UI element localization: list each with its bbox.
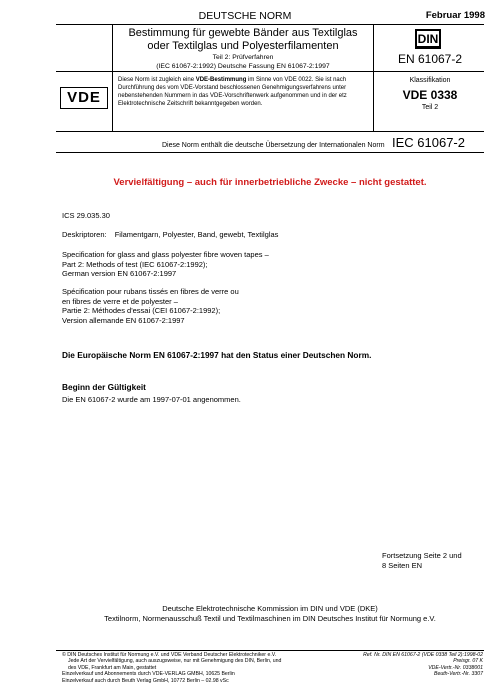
- committee-line: Deutsche Elektrotechnische Kommission im DIN und VDE (DKE): [162, 604, 378, 613]
- footer-left-line: des VDE, Frankfurt am Main, gestattet: [68, 664, 157, 671]
- footer-left-line: Einzelverkauf und Abonnements durch VDE-VERLAG GMBH, 10625 Berlin: [62, 671, 235, 678]
- title-line-2: oder Textilglas und Polyesterfilamenten: [147, 39, 339, 52]
- doc-type-header: DEUTSCHE NORM: [198, 10, 292, 22]
- footer-right-line: Preisgr. 07 K: [453, 658, 483, 665]
- iec-line-text: Diese Norm enthält die deutsche Übersetzung der Internationalen Norm: [161, 142, 385, 149]
- footer-left-line: © DIN Deutsches Institut für Normung e.V. und VDE Verband Deutscher Elektrotechniker e.V.: [62, 652, 277, 658]
- committee-line: Textilnorm, Normenausschuß Textil und Textilmaschinen im DIN Deutsches Institut für Normung e.V.: [104, 613, 436, 623]
- vde-logo: [60, 87, 108, 109]
- french-line: Partie 2: Méthodes d'essai (CEI 61067-2:1992);: [62, 306, 221, 316]
- gueltigkeit-heading: Beginn der Gültigkeit: [62, 382, 146, 392]
- vde-notice-bold: VDE-Bestimmung: [195, 77, 247, 83]
- footer-right-line: VDE-Vertr.-Nr. 0338001: [428, 664, 483, 671]
- footer-left-line: Einzelverkauf auch durch Beuth Verlag GmbH, 10772 Berlin – 02.98 vSc: [62, 677, 229, 684]
- din-logo: [415, 29, 441, 49]
- title-part: Teil 2: Prüfverfahren: [212, 54, 274, 61]
- footer-left: [62, 652, 281, 684]
- titlebox-rule: [56, 71, 484, 72]
- vde-notice-prefix: Diese Norm ist zugleich eine: [118, 77, 196, 83]
- deskriptoren-value: Filamentgarn, Polyester, Band, gewebt, Textilglas: [114, 230, 279, 239]
- gueltigkeit-text: Die EN 61067-2 wurde am 1997-07-01 angenommen.: [62, 395, 241, 404]
- continuation-line: 8 Seiten EN: [382, 560, 423, 570]
- title-reference: (IEC 61067-2:1992) Deutsche Fassung EN 61067-2:1997: [156, 63, 330, 70]
- header-rule: [56, 24, 484, 25]
- french-line: Spécification pour rubans tissés en fibres de verre ou: [62, 287, 239, 296]
- footer-right-line: Ref. Nr. DIN EN 61067-2 (VDE 0338 Teil 2):1998-02: [363, 652, 483, 658]
- iec-rule: [56, 152, 484, 153]
- footer-right: [303, 652, 483, 678]
- reproduction-warning: Vervielfältigung – auch für innerbetriebliche Zwecke – nicht gestattet.: [113, 177, 427, 188]
- vde-classification: [376, 76, 484, 113]
- klassifikation-label: Klassifikation: [409, 77, 451, 84]
- vde-notice: [118, 76, 370, 108]
- title-line-1: Bestimmung für gewebte Bänder aus Textilglas: [128, 27, 358, 39]
- footer-right-line: Beuth-Vertr.-Nr. 3307: [433, 671, 483, 678]
- din-logo-text: DIN: [417, 32, 439, 46]
- english-title: [62, 250, 269, 279]
- standard-title: [114, 27, 372, 71]
- footer-left-line: Jede Art der Vervielfältigung, auch auszugsweise, nur mit Genehmigung des DIN, Berlin, und: [68, 658, 282, 665]
- committee: [56, 604, 484, 623]
- english-line: Specification for glass and glass polyester fibre woven tapes –: [62, 250, 269, 259]
- klassifikation-number: VDE 0338: [402, 88, 458, 102]
- din-number: EN 61067-2: [397, 52, 463, 66]
- deskriptoren: [62, 230, 278, 240]
- french-line: en fibres de verre et de polyester –: [62, 296, 178, 306]
- vde-rule: [56, 131, 484, 132]
- doc-date: Februar 1998: [425, 10, 485, 21]
- iec-number: IEC 61067-2: [392, 135, 465, 150]
- footer-rule: [56, 650, 484, 651]
- klassifikation-teil: Teil 2: [421, 104, 439, 111]
- titlebox-divider-left: [112, 25, 113, 131]
- status-statement: Die Europäische Norm EN 61067-2:1997 hat den Status einer Deutschen Norm.: [62, 350, 372, 360]
- vde-notice-rest: im Sinne von VDE 0022. Sie ist nach Durchführung des vom VDE-Vorstand beschlossenen Genehmigungsverfahrens unter nebenstehenden Nummern in das VDE-Vorschriftenwerk aufgenommen und in der etz Elektrotechnische Zeitschrift bekanntgegeben worden.: [118, 77, 347, 107]
- deskriptoren-label: Deskriptoren:: [62, 230, 107, 239]
- continuation-line: Fortsetzung Seite 2 und: [382, 551, 462, 560]
- french-line: Version allemande EN 61067-2:1997: [62, 315, 185, 325]
- english-line: Part 2: Methods of test (IEC 61067-2:1992);: [62, 259, 208, 269]
- titlebox-divider-right: [373, 25, 374, 131]
- vde-logo-text: VDE: [67, 89, 101, 106]
- iec-line: [60, 134, 465, 152]
- french-title: [62, 287, 239, 325]
- english-line: German version EN 61067-2:1997: [62, 269, 177, 279]
- ics-code: ICS 29.035.30: [62, 211, 110, 220]
- continuation-note: [382, 551, 462, 570]
